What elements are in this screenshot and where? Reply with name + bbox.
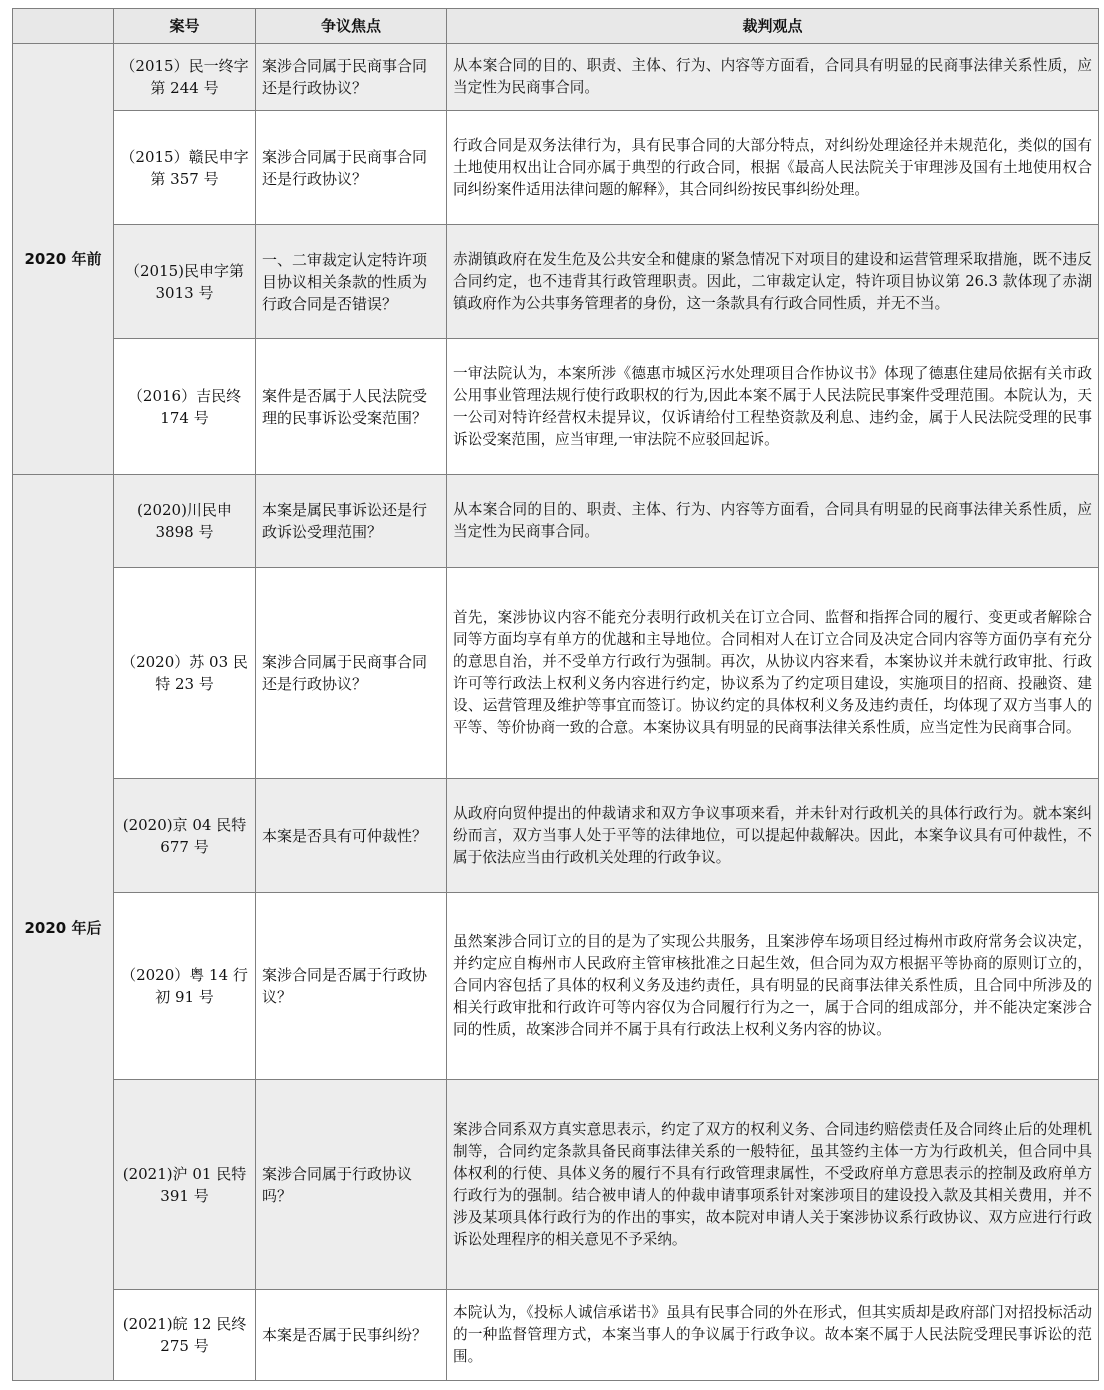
table-row xyxy=(13,475,1099,568)
case-number-cell: (2020)川民申 3898 号 xyxy=(114,475,256,568)
table-header-row xyxy=(13,9,1099,44)
table-row xyxy=(13,893,1099,1080)
case-table-container xyxy=(12,8,1098,1381)
case-number-cell: （2020）苏 03 民特 23 号 xyxy=(114,568,256,779)
opinion-cell: 案涉合同系双方真实意思表示，约定了双方的权利义务、合同违约赔偿责任及合同终止后的处理机制等，合同约定条款具备民商事法律关系的一般特征，虽其签约主体一方为行政机关，但合同中具体权利的行使、具体义务的履行不具有行政管理隶属性，不受政府单方意思表示的控制及政府单方行政行为的强制。结合被申请人的仲裁申请事项系针对案涉项目的建设投入款及其相关费用，并不涉及某项具体行政行为的作出的事实，故本院对申请人关于案涉协议系行政协议、双方应进行行政诉讼处理程序的相关意见不予采纳。 xyxy=(447,1080,1099,1290)
focus-cell: 本案是属民事诉讼还是行政诉讼受理范围？ xyxy=(256,475,447,568)
period-cell-before-2020: 2020 年前 xyxy=(13,44,114,475)
table-row xyxy=(13,779,1099,893)
opinion-cell: 从本案合同的目的、职责、主体、行为、内容等方面看，合同具有明显的民商事法律关系性质，应当定性为民商事合同。 xyxy=(447,44,1099,111)
focus-cell: 一、二审裁定认定特许项目协议相关条款的性质为行政合同是否错误？ xyxy=(256,225,447,339)
table-row xyxy=(13,111,1099,225)
focus-cell: 案件是否属于人民法院受理的民事诉讼受案范围？ xyxy=(256,339,447,475)
table-row xyxy=(13,44,1099,111)
case-number-cell: （2015）赣民申字第 357 号 xyxy=(114,111,256,225)
table-row xyxy=(13,225,1099,339)
focus-cell: 案涉合同是否属于行政协议？ xyxy=(256,893,447,1080)
opinion-cell: 行政合同是双务法律行为，具有民事合同的大部分特点，对纠纷处理途径并未规范化，类似的国有土地使用权出让合同亦属于典型的行政合同，根据《最高人民法院关于审理涉及国有土地使用权合同纠纷案件适用法律问题的解释》，其合同纠纷按民事纠纷处理。 xyxy=(447,111,1099,225)
case-comparison-table xyxy=(12,8,1099,1381)
opinion-cell: 赤湖镇政府在发生危及公共安全和健康的紧急情况下对项目的建设和运营管理采取措施，既不违反合同约定，也不违背其行政管理职责。因此，二审裁定认定，特许项目协议第 26.3 款体现了赤湖镇政府作为公共事务管理者的身份，这一条款具有行政合同性质，并无不当。 xyxy=(447,225,1099,339)
case-number-cell: （2016）吉民终 174 号 xyxy=(114,339,256,475)
header-opinion: 裁判观点 xyxy=(447,9,1099,44)
case-number-cell: (2020)京 04 民特 677 号 xyxy=(114,779,256,893)
table-row xyxy=(13,1080,1099,1290)
focus-cell: 案涉合同属于民商事合同还是行政协议？ xyxy=(256,111,447,225)
opinion-cell: 从政府向贸仲提出的仲裁请求和双方争议事项来看，并未针对行政机关的具体行政行为。就本案纠纷而言，双方当事人处于平等的法律地位，可以提起仲裁解决。因此，本案争议具有可仲裁性，不属于依法应当由行政机关处理的行政争议。 xyxy=(447,779,1099,893)
opinion-cell: 首先，案涉协议内容不能充分表明行政机关在订立合同、监督和指挥合同的履行、变更或者解除合同等方面均享有单方的优越和主导地位。合同相对人在订立合同及决定合同内容等方面仍享有充分的意思自治，并不受单方行政行为强制。再次，从协议内容来看，本案协议并未就行政审批、行政许可等行政法上权利义务内容进行约定，协议系为了约定项目建设，实施项目的招商、投融资、建设、运营管理及维护等事宜而签订。协议约定的具体权利义务及违约责任，均体现了双方当事人的平等、等价协商一致的合意。本案协议具有明显的民商事法律关系性质，应当定性为民商事合同。 xyxy=(447,568,1099,779)
table-row xyxy=(13,1290,1099,1381)
header-focus: 争议焦点 xyxy=(256,9,447,44)
table-row xyxy=(13,339,1099,475)
case-number-cell: （2015）民一终字第 244 号 xyxy=(114,44,256,111)
focus-cell: 案涉合同属于民商事合同还是行政协议？ xyxy=(256,44,447,111)
focus-cell: 本案是否具有可仲裁性？ xyxy=(256,779,447,893)
opinion-cell: 本院认为，《投标人诚信承诺书》虽具有民事合同的外在形式，但其实质却是政府部门对招投标活动的一种监督管理方式，本案当事人的争议属于行政争议。故本案不属于人民法院受理民事诉讼的范围。 xyxy=(447,1290,1099,1381)
focus-cell: 本案是否属于民事纠纷？ xyxy=(256,1290,447,1381)
focus-cell: 案涉合同属于行政协议吗？ xyxy=(256,1080,447,1290)
opinion-cell: 一审法院认为，本案所涉《德惠市城区污水处理项目合作协议书》体现了德惠住建局依据有关市政公用事业管理法规行使行政职权的行为,因此本案不属于人民法院民事案件受理范围。本院认为，天一公司对特许经营权未提异议，仅诉请给付工程垫资款及利息、违约金，属于人民法院受理的民事诉讼受案范围，应当审理,一审法院不应驳回起诉。 xyxy=(447,339,1099,475)
opinion-cell: 从本案合同的目的、职责、主体、行为、内容等方面看，合同具有明显的民商事法律关系性质，应当定性为民商事合同。 xyxy=(447,475,1099,568)
case-number-cell: （2015)民申字第 3013 号 xyxy=(114,225,256,339)
opinion-cell: 虽然案涉合同订立的目的是为了实现公共服务，且案涉停车场项目经过梅州市政府常务会议决定，并约定应自梅州市人民政府主管审核批准之日起生效，但合同为双方根据平等协商的原则订立的，合同内容包括了具体的权利义务及违约责任，具有明显的民商事法律关系性质，且合同中所涉及的相关行政审批和行政许可等内容仅为合同履行行为之一，属于合同的组成部分，并不能决定案涉合同的性质，故案涉合同并不属于具有行政法上权利义务内容的协议。 xyxy=(447,893,1099,1080)
header-case-no: 案号 xyxy=(114,9,256,44)
case-number-cell: (2021)沪 01 民特 391 号 xyxy=(114,1080,256,1290)
table-row xyxy=(13,568,1099,779)
case-number-cell: （2020）粤 14 行初 91 号 xyxy=(114,893,256,1080)
focus-cell: 案涉合同属于民商事合同还是行政协议？ xyxy=(256,568,447,779)
header-period xyxy=(13,9,114,44)
period-cell-after-2020: 2020 年后 xyxy=(13,475,114,1381)
case-number-cell: (2021)皖 12 民终 275 号 xyxy=(114,1290,256,1381)
